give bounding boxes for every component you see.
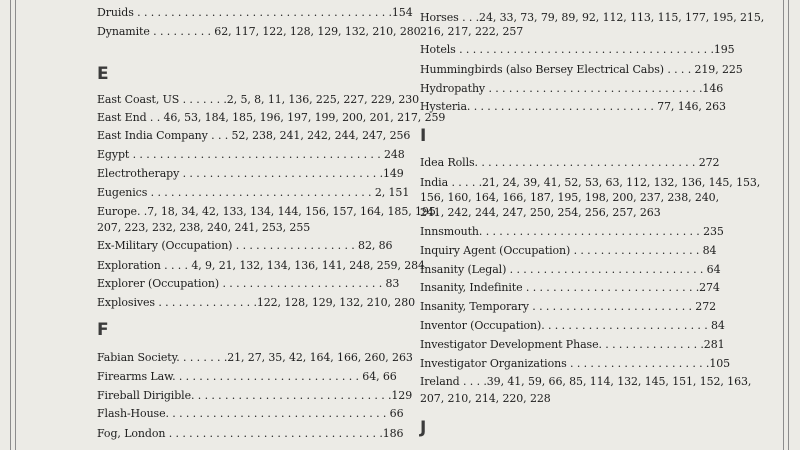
- section-letter: I: [420, 126, 427, 146]
- right-border-rule-inner: [788, 0, 789, 450]
- index-entry: Ex-Military (Occupation) . . . . . . . . . . . . . . . . . . 82, 86: [97, 239, 393, 252]
- index-entry: Eugenics . . . . . . . . . . . . . . . . . . . . . . . . . . . . . . . . . 2, 151: [97, 186, 410, 199]
- index-entry: Horses . . .24, 33, 73, 79, 89, 92, 112, 113, 115, 177, 195, 215,: [420, 11, 765, 24]
- index-entry: Hydropathy . . . . . . . . . . . . . . . . . . . . . . . . . . . . . . . .146: [420, 82, 724, 95]
- index-entry: East Coast, US . . . . . . .2, 5, 8, 11, 136, 225, 227, 229, 230: [97, 93, 420, 106]
- section-letter: E: [97, 64, 109, 84]
- index-entry: Hummingbirds (also Bersey Electrical Cabs) . . . . 219, 225: [420, 63, 743, 76]
- index-entry: Idea Rolls. . . . . . . . . . . . . . . . . . . . . . . . . . . . . . . . . 272: [420, 156, 720, 169]
- index-entry: Fog, London . . . . . . . . . . . . . . . . . . . . . . . . . . . . . . . .186: [97, 427, 404, 440]
- index-entry: Europe. .7, 18, 34, 42, 133, 134, 144, 156, 157, 164, 185, 195,: [97, 205, 440, 218]
- index-entry: East India Company . . . 52, 238, 241, 242, 244, 247, 256: [97, 129, 411, 142]
- index-entry: India . . . . .21, 24, 39, 41, 52, 53, 63, 112, 132, 136, 145, 153,: [420, 176, 761, 189]
- index-entry-continuation: 216, 217, 222, 257: [420, 25, 524, 38]
- index-entry-continuation: 241, 242, 244, 247, 250, 254, 256, 257, 263: [420, 206, 661, 219]
- index-entry-continuation: 207, 223, 232, 238, 240, 241, 253, 255: [97, 221, 311, 234]
- index-entry: Flash-House. . . . . . . . . . . . . . . . . . . . . . . . . . . . . . . . . 66: [97, 407, 404, 420]
- index-entry-continuation: 207, 210, 214, 220, 228: [420, 392, 551, 405]
- index-entry: Fabian Society. . . . . . . .21, 27, 35, 42, 164, 166, 260, 263: [97, 351, 413, 364]
- index-entry: Druids . . . . . . . . . . . . . . . . . . . . . . . . . . . . . . . . . . . . . .154: [97, 6, 413, 19]
- index-entry: Fireball Dirigible. . . . . . . . . . . . . . . . . . . . . . . . . . . . . .129: [97, 389, 413, 402]
- index-entry: Hysteria. . . . . . . . . . . . . . . . . . . . . . . . . . . . 77, 146, 263: [420, 100, 726, 113]
- index-entry: Egypt . . . . . . . . . . . . . . . . . . . . . . . . . . . . . . . . . . . . . 248: [97, 148, 405, 161]
- index-entry: Dynamite . . . . . . . . . 62, 117, 122, 128, 129, 132, 210, 280: [97, 25, 421, 38]
- left-border-rule-inner: [15, 0, 16, 450]
- index-entry: Exploration . . . . 4, 9, 21, 132, 134, 136, 141, 248, 259, 284: [97, 259, 425, 272]
- index-entry: Investigator Organizations . . . . . . . . . . . . . . . . . . . . .105: [420, 357, 731, 370]
- index-entry: Ireland . . . .39, 41, 59, 66, 85, 114, 132, 145, 151, 152, 163,: [420, 375, 752, 388]
- section-letter: J: [420, 418, 427, 438]
- index-entry: Explorer (Occupation) . . . . . . . . . . . . . . . . . . . . . . . . 83: [97, 277, 400, 290]
- right-border-rule: [783, 0, 784, 450]
- index-entry: Firearms Law. . . . . . . . . . . . . . . . . . . . . . . . . . . . 64, 66: [97, 370, 397, 383]
- left-border-rule: [10, 0, 11, 450]
- index-entry: Investigator Development Phase. . . . . . . . . . . . . . . .281: [420, 338, 725, 351]
- index-entry: Innsmouth. . . . . . . . . . . . . . . . . . . . . . . . . . . . . . . . . 235: [420, 225, 724, 238]
- index-entry: Inquiry Agent (Occupation) . . . . . . . . . . . . . . . . . . . 84: [420, 244, 717, 257]
- index-entry-continuation: 156, 160, 164, 166, 187, 195, 198, 200, 237, 238, 240,: [420, 191, 719, 204]
- section-letter: F: [97, 320, 109, 340]
- index-entry: Inventor (Occupation). . . . . . . . . . . . . . . . . . . . . . . . . 84: [420, 319, 725, 332]
- index-entry: Electrotherapy . . . . . . . . . . . . . . . . . . . . . . . . . . . . . .149: [97, 167, 404, 180]
- index-entry: Insanity, Temporary . . . . . . . . . . . . . . . . . . . . . . . . 272: [420, 300, 717, 313]
- index-entry: Insanity (Legal) . . . . . . . . . . . . . . . . . . . . . . . . . . . . . 64: [420, 263, 721, 276]
- index-entry: Insanity, Indefinite . . . . . . . . . . . . . . . . . . . . . . . . . .274: [420, 281, 720, 294]
- index-entry: Hotels . . . . . . . . . . . . . . . . . . . . . . . . . . . . . . . . . . . . . .195: [420, 43, 735, 56]
- index-entry: Explosives . . . . . . . . . . . . . . .122, 128, 129, 132, 210, 280: [97, 296, 415, 309]
- index-entry: East End . . 46, 53, 184, 185, 196, 197, 199, 200, 201, 217, 259: [97, 111, 446, 124]
